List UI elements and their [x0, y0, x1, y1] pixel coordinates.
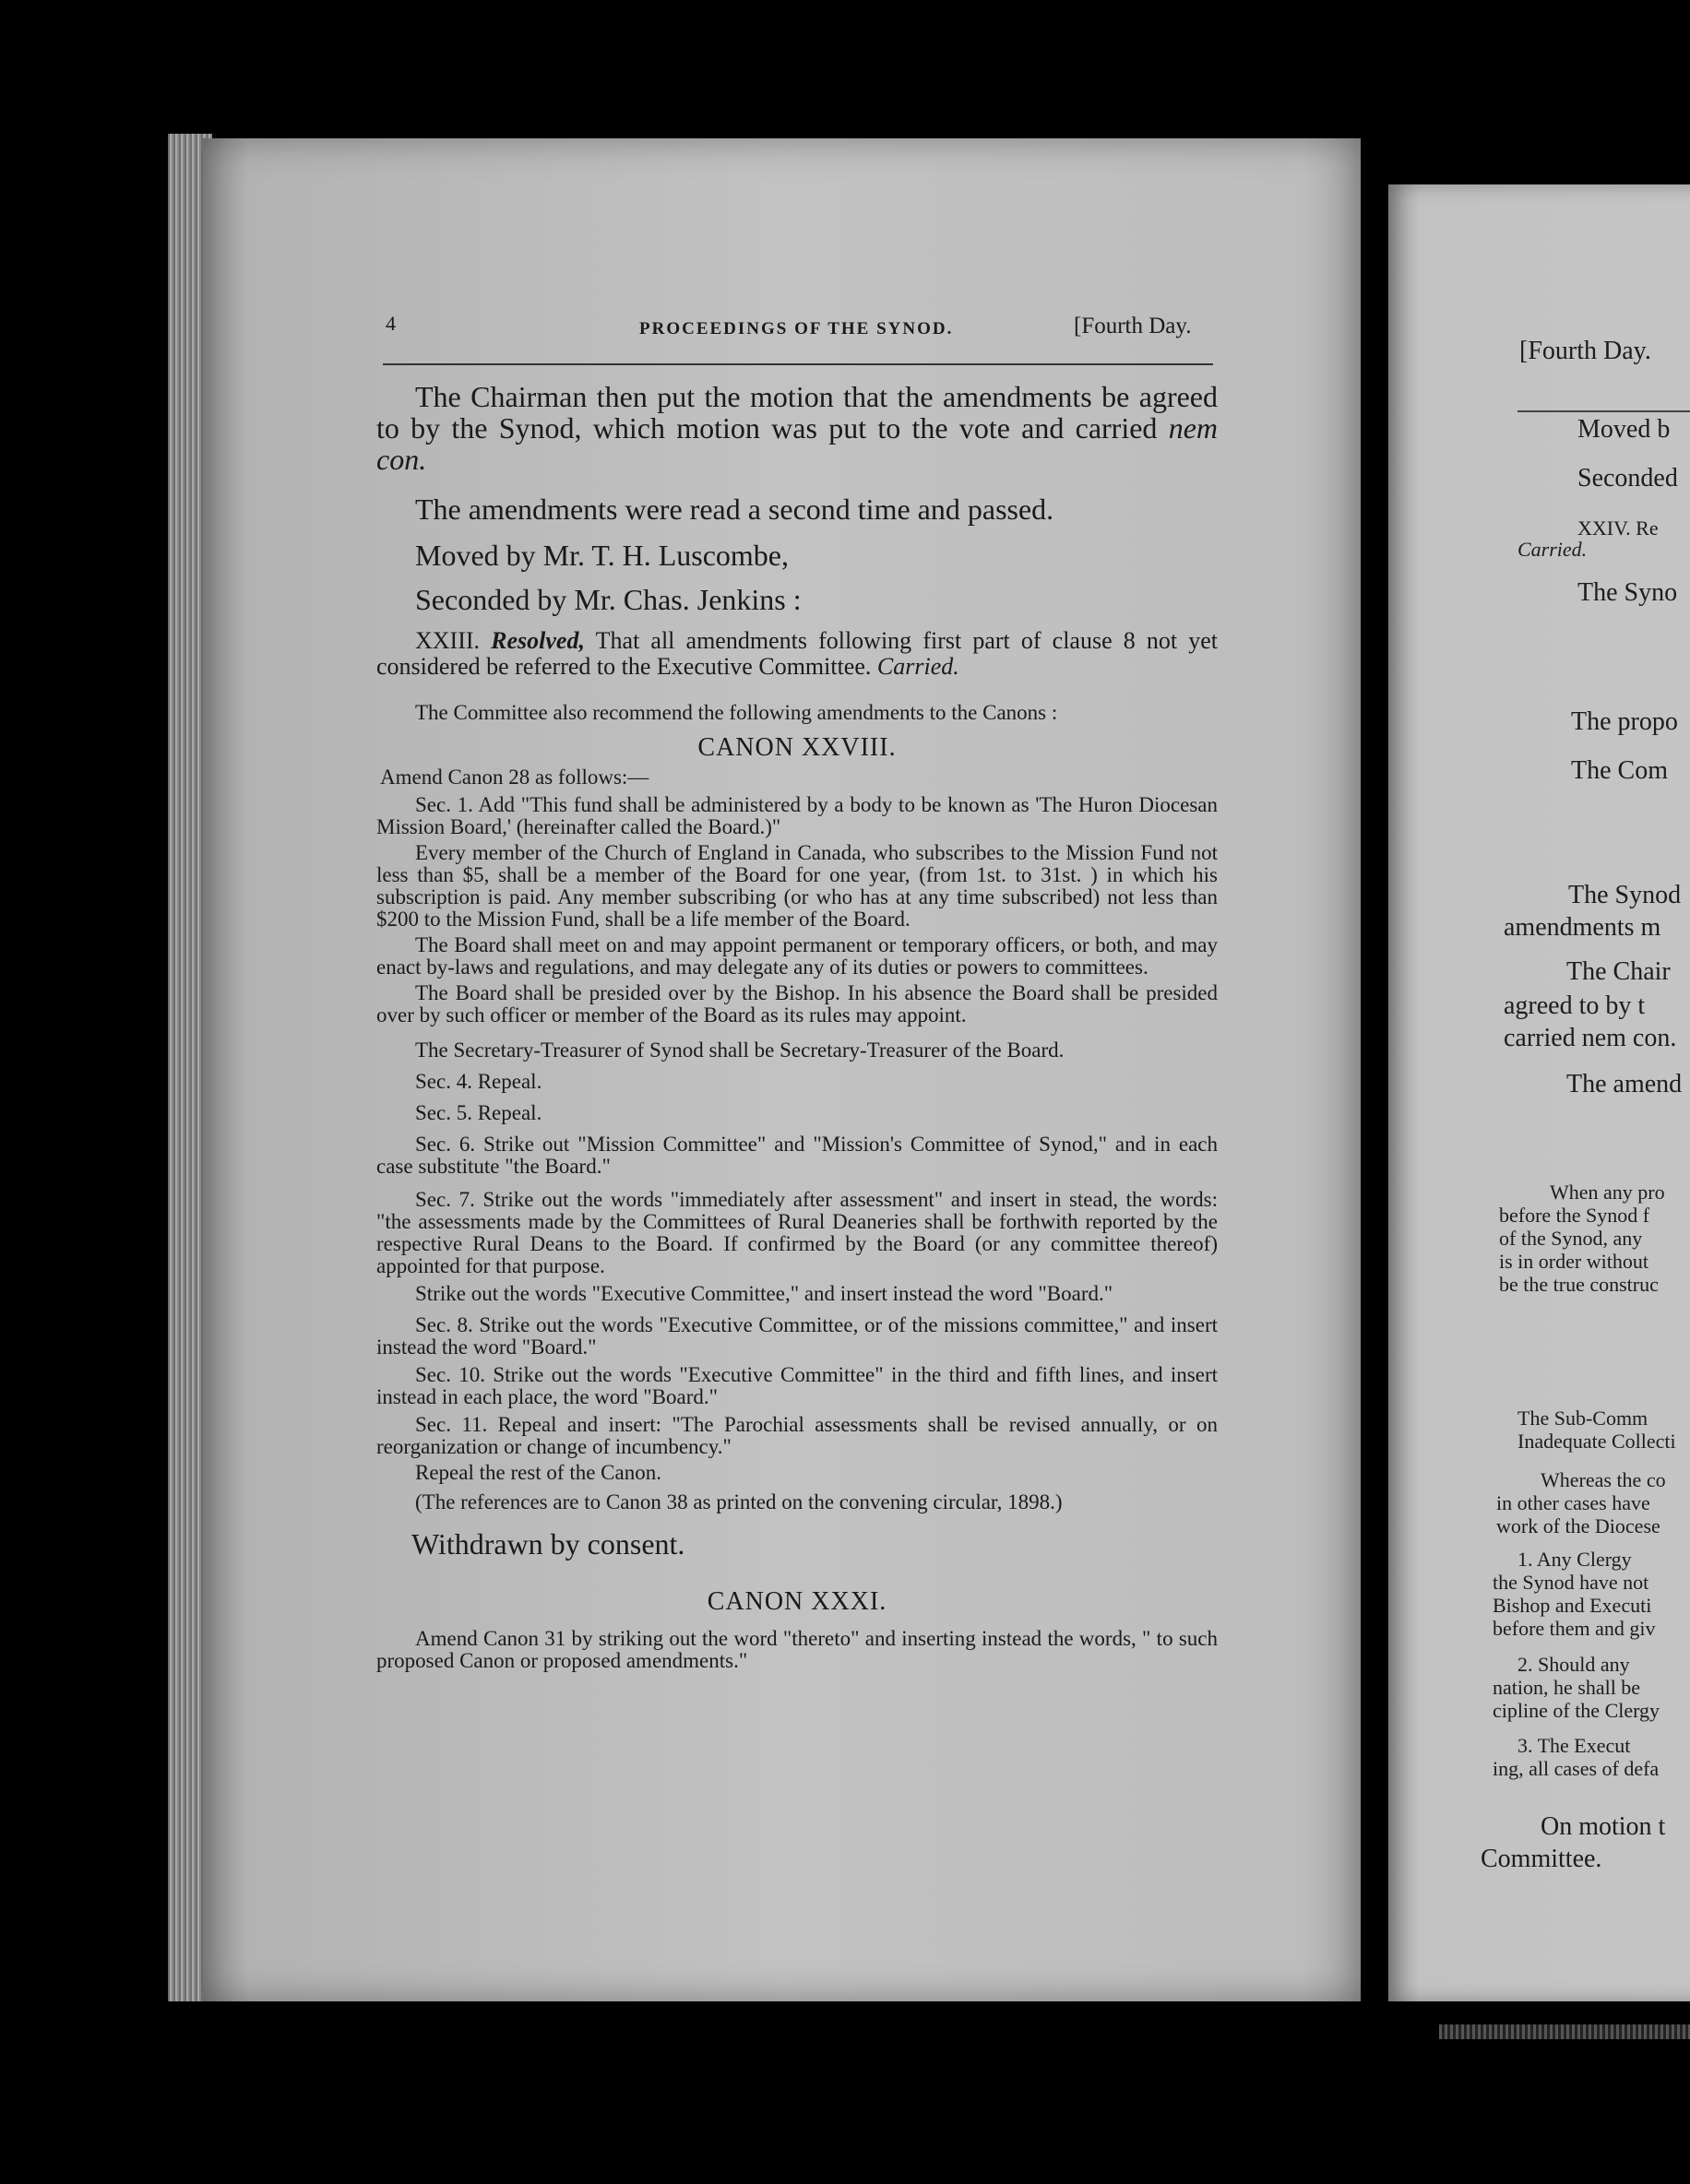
sec-8: Sec. 8. Strike out the words "Executive Committee, or of the missions committee," and insert instead the word "Board."	[376, 1313, 1218, 1359]
right-line: The Synod	[1568, 881, 1682, 909]
right-line: before them and giv	[1493, 1617, 1656, 1640]
right-line: Bishop and Executi	[1493, 1594, 1652, 1617]
right-line: ing, all cases of defa	[1493, 1757, 1660, 1780]
right-line: The Syno	[1577, 578, 1678, 607]
second-reading: The amendments were read a second time and passed.	[415, 493, 1054, 526]
amend-canon-31: Amend Canon 31 by striking out the word "thereto" and inserting instead the words, " to such proposed Canon or proposed amendments."	[376, 1627, 1218, 1672]
every-member: Every member of the Church of England in Canada, who subscribes to the Mission Fund not less than $5, shall be a member of the Board for one year, (from 1st. to 31st. ) in which his subscription is paid. Any member subscribing (or who has at any time subscribed) not less than $200 to the Mission Fund, shall be a life member of the Board.	[376, 841, 1218, 931]
right-line: The Sub-Comm	[1517, 1407, 1648, 1430]
sec-10: Sec. 10. Strike out the words "Executive Committee" in the third and fifth lines, and insert instead in each place, the word "Board."	[376, 1363, 1218, 1408]
right-line: the Synod have not	[1493, 1571, 1649, 1594]
right-line: The Com	[1571, 756, 1668, 785]
running-header	[386, 312, 1216, 349]
right-line: Carried.	[1517, 538, 1588, 561]
right-day-label: [Fourth Day.	[1519, 337, 1651, 365]
right-line: The Chair	[1566, 957, 1671, 986]
nem-con: nem con.	[376, 411, 1218, 476]
bottom-edge	[1439, 2024, 1690, 2039]
chairman-paragraph	[376, 381, 1218, 475]
canon-xxviii-heading: CANON XXVIII.	[697, 733, 897, 762]
right-line: Seconded	[1577, 464, 1678, 493]
resolution-text: That all amendments following first part of clause 8 not yet considered be referred to the Executive Committee.	[376, 627, 1219, 680]
sec-4: Sec. 4. Repeal.	[415, 1070, 542, 1093]
amend-canon-28: Amend Canon 28 as follows:—	[380, 766, 649, 789]
right-line: before the Synod f	[1499, 1204, 1650, 1227]
right-line: Committee.	[1481, 1845, 1602, 1873]
sec-6: Sec. 6. Strike out "Mission Committee" and "Mission's Committee of Synod," and in each case substitute "the Board."	[376, 1133, 1218, 1178]
right-line: in other cases have	[1496, 1491, 1650, 1514]
right-line: carried nem con.	[1504, 1024, 1677, 1052]
right-line: 2. Should any	[1517, 1653, 1630, 1676]
resolved-word: Resolved,	[491, 627, 585, 654]
right-line: Moved b	[1577, 415, 1671, 444]
right-line: of the Synod, any	[1499, 1227, 1643, 1250]
right-line: be the true construc	[1499, 1273, 1659, 1296]
right-line: The amend	[1566, 1070, 1683, 1098]
withdrawn: Withdrawn by consent.	[411, 1527, 685, 1561]
committee-intro: The Committee also recommend the following amendments to the Canons :	[415, 701, 1058, 724]
running-head: PROCEEDINGS OF THE SYNOD.	[639, 319, 954, 338]
moved-by: Moved by Mr. T. H. Luscombe,	[415, 539, 789, 572]
board-meet: The Board shall meet on and may appoint permanent or temporary officers, or both, and may enact by-laws and regulations, and may delegate any of its duties or powers to committees.	[376, 933, 1218, 979]
board-presided: The Board shall be presided over by the Bishop. In his absence the Board shall be presided over by such officer or member of the Board as its rules may appoint.	[376, 981, 1218, 1027]
right-line: XXIV. Re	[1577, 516, 1659, 540]
strike-executive: Strike out the words "Executive Committee," and insert instead the word "Board."	[415, 1282, 1113, 1305]
page-body	[376, 374, 1218, 1672]
right-line: Inadequate Collecti	[1517, 1430, 1676, 1453]
resolution-xxiii	[376, 628, 1218, 680]
chairman-text: The Chairman then put the motion that the amendments be agreed to by the Synod, which motion was put to the vote and carried	[376, 380, 1218, 445]
header-rule	[383, 363, 1213, 365]
right-line: The propo	[1571, 707, 1678, 736]
references-note: (The references are to Canon 38 as printed on the convening circular, 1898.)	[415, 1490, 1063, 1513]
right-line: work of the Diocese	[1496, 1514, 1660, 1537]
sec-1: Sec. 1. Add "This fund shall be administered by a body to be known as 'The Huron Diocesan Mission Board,' (hereinafter called the Board.)"	[376, 793, 1218, 838]
sec-5: Sec. 5. Repeal.	[415, 1101, 542, 1124]
canon-xxxi-heading: CANON XXXI.	[707, 1587, 887, 1616]
right-line: is in order without	[1499, 1250, 1648, 1273]
right-line: 3. The Execut	[1517, 1734, 1631, 1757]
right-line: nation, he shall be	[1493, 1676, 1641, 1699]
right-line: Whereas the co	[1541, 1468, 1666, 1491]
right-rule	[1517, 410, 1690, 412]
right-line: 1. Any Clergy	[1517, 1548, 1632, 1571]
secretary-treasurer: The Secretary-Treasurer of Synod shall be Secretary-Treasurer of the Board.	[415, 1039, 1065, 1062]
right-line: On motion t	[1541, 1812, 1666, 1841]
day-label: [Fourth Day.	[1074, 314, 1192, 338]
page-number: 4	[386, 312, 396, 335]
repeal-rest: Repeal the rest of the Canon.	[415, 1461, 661, 1484]
carried-word: Carried.	[876, 653, 959, 680]
sec-7: Sec. 7. Strike out the words "immediately after assessment" and insert in stead, the words: "the assessments made by the Committees of Rural Deaneries shall be forthwith reported by the respective Rural Deans to the Board. If confirmed by the Board (or any committee thereof) appointed for that purpose.	[376, 1188, 1218, 1277]
resolution-number: XXIII.	[415, 627, 492, 654]
right-line: cipline of the Clergy	[1493, 1699, 1660, 1722]
right-page	[1388, 184, 1690, 2001]
sec-11: Sec. 11. Repeal and insert: "The Parochial assessments shall be revised annually, or on reorganization or change of incumbency."	[376, 1413, 1218, 1458]
seconded-by: Seconded by Mr. Chas. Jenkins :	[415, 583, 802, 616]
right-line: amendments m	[1504, 913, 1661, 942]
right-line: agreed to by t	[1504, 991, 1646, 1020]
right-line: When any pro	[1550, 1181, 1665, 1204]
